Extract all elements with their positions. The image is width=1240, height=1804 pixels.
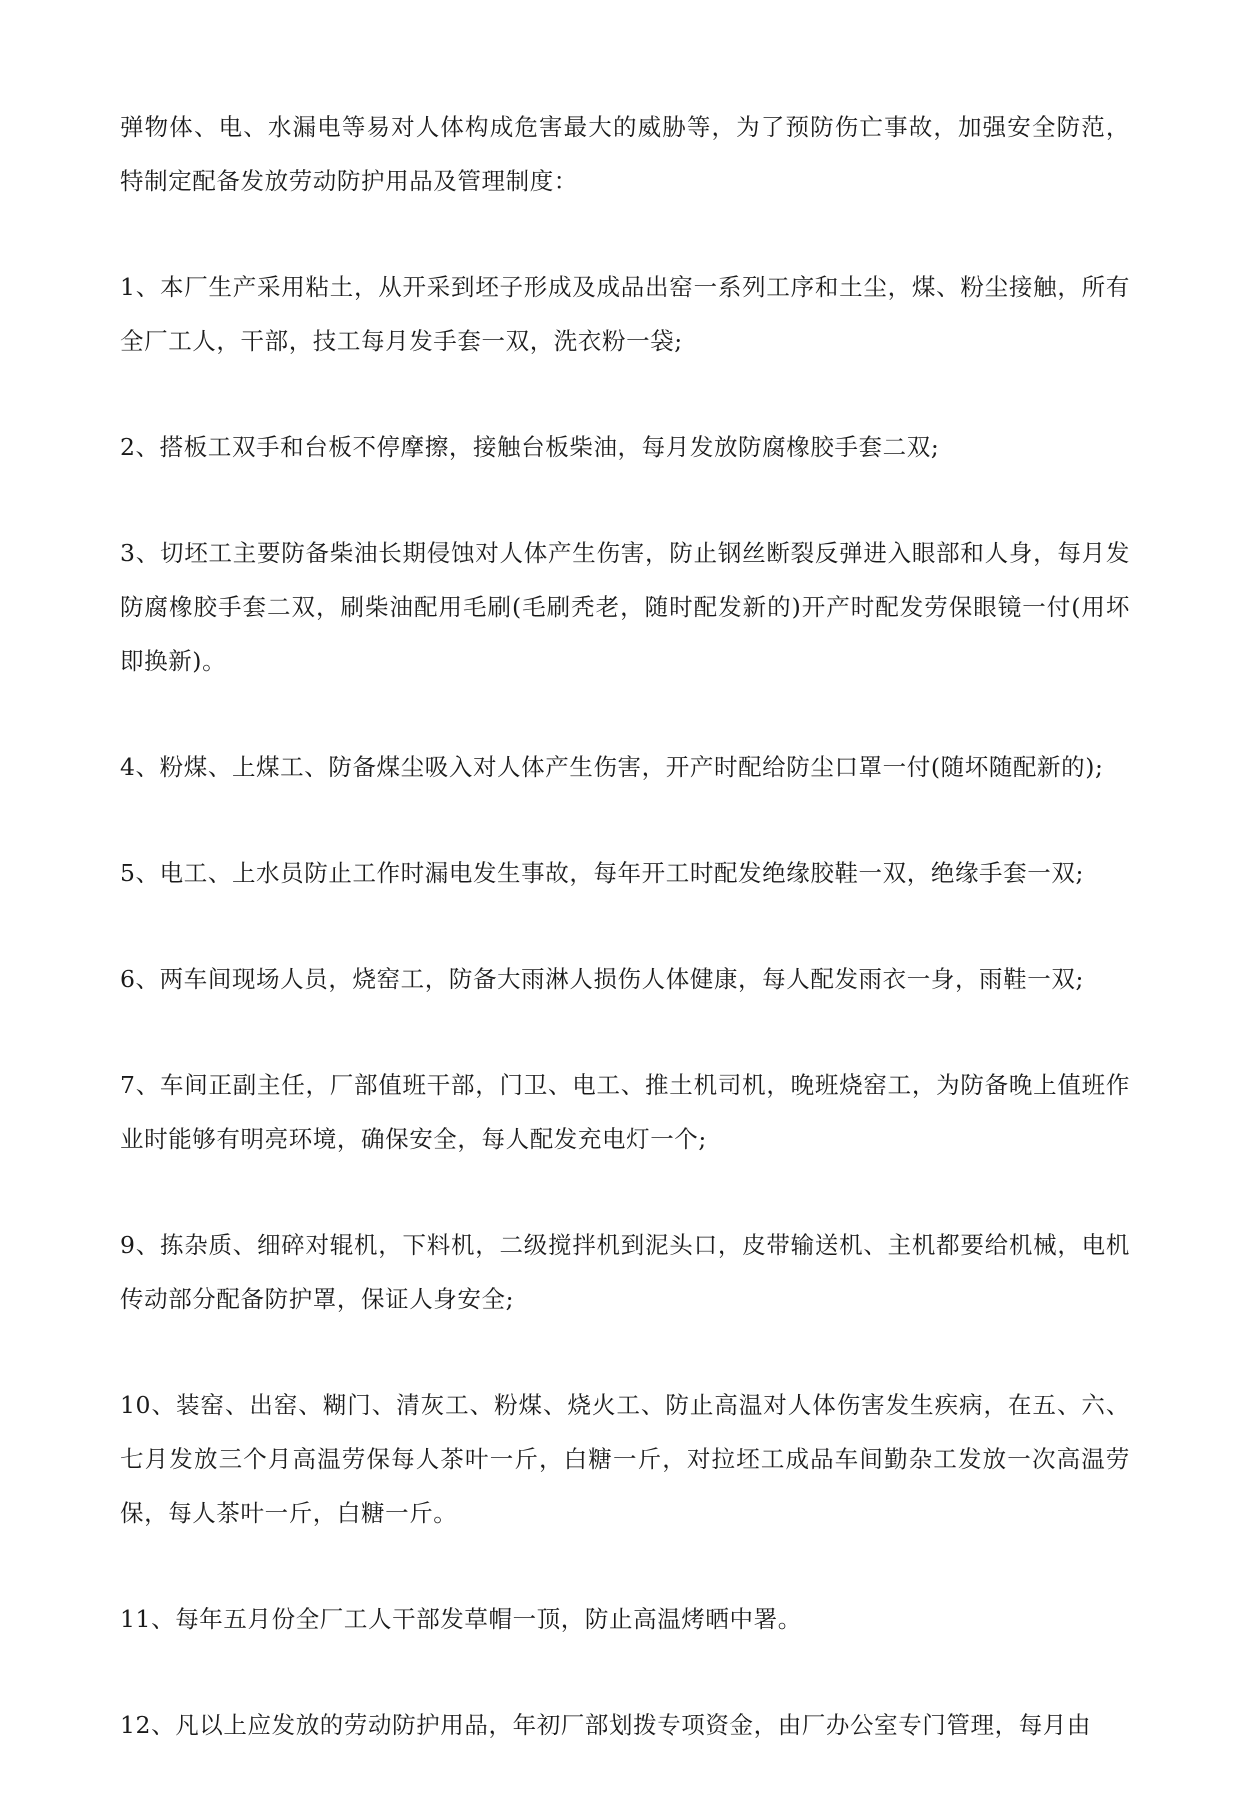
item-5: 5、电工、上水员防止工作时漏电发生事故，每年开工时配发绝缘胶鞋一双，绝缘手套一双; [120,859,1084,887]
item-7: 7、车间正副主任，厂部值班干部，门卫、电工、推土机司机，晚班烧窑工，为防备晚上值班作业时能够有明亮环境，确保安全，每人配发充电灯一个; [120,1071,1130,1153]
document-page [120,100,1130,1804]
item-12: 12、凡以上应发放的劳动防护用品，年初厂部划拨专项资金，由厂办公室专门管理，每月由 [120,1711,1092,1739]
item-3: 3、切坯工主要防备柴油长期侵蚀对人体产生伤害，防止钢丝断裂反弹进入眼部和人身，每月发防腐橡胶手套二双，刷柴油配用毛刷(毛刷秃老，随时配发新的)开产时配发劳保眼镜一付(用坏即换新)。 [120,539,1130,675]
item-9: 9、拣杂质、细碎对辊机，下料机，二级搅拌机到泥头口，皮带输送机、主机都要给机械，电机传动部分配备防护罩，保证人身安全; [120,1231,1130,1313]
item-4: 4、粉煤、上煤工、防备煤尘吸入对人体产生伤害，开产时配给防尘口罩一付(随坏随配新的); [120,753,1104,781]
item-6: 6、两车间现场人员，烧窑工，防备大雨淋人损伤人体健康，每人配发雨衣一身，雨鞋一双; [120,965,1084,993]
item-10: 10、装窑、出窑、糊门、清灰工、粉煤、烧火工、防止高温对人体伤害发生疾病，在五、六、七月发放三个月高温劳保每人茶叶一斤，白糖一斤，对拉坯工成品车间勤杂工发放一次高温劳保，每人茶叶一斤，白糖一斤。 [120,1391,1130,1527]
item-2: 2、搭板工双手和台板不停摩擦，接触台板柴油，每月发放防腐橡胶手套二双; [120,433,940,461]
item-11: 11、每年五月份全厂工人干部发草帽一顶，防止高温烤晒中署。 [120,1605,802,1633]
intro-paragraph: 弹物体、电、水漏电等易对人体构成危害最大的威胁等，为了预防伤亡事故，加强安全防范，特制定配备发放劳动防护用品及管理制度： [120,113,1130,195]
item-1: 1、本厂生产采用粘土，从开采到坯子形成及成品出窑一系列工序和土尘，煤、粉尘接触，所有全厂工人，干部，技工每月发手套一双，洗衣粉一袋; [120,273,1130,355]
